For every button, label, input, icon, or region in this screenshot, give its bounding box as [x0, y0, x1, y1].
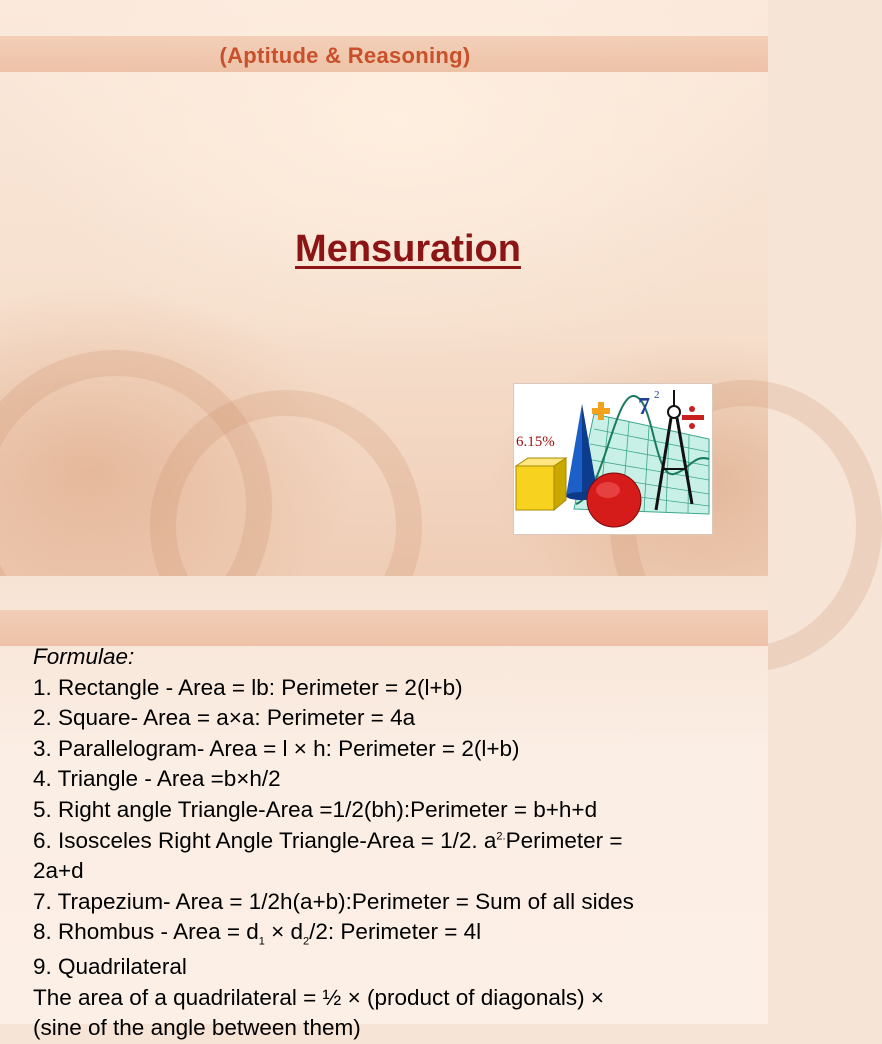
formula-line: 2. Square- Area = a×a: Perimeter = 4a	[33, 705, 416, 731]
power-exponent: 2	[654, 389, 660, 401]
math-clipart	[513, 383, 713, 535]
formulae-list	[33, 642, 753, 1044]
formula-subscript: 2	[303, 935, 310, 948]
formula-line: 5. Right angle Triangle-Area =1/2(bh):Perimeter = b+h+d	[33, 796, 598, 822]
title-slide	[0, 0, 768, 576]
formula-text: 8. Rhombus - Area = d	[33, 919, 259, 945]
formula-line	[33, 826, 753, 857]
formula-line: 2a+d	[33, 858, 84, 884]
power-label: 7	[638, 394, 650, 420]
geometry-shapes-illustration	[514, 384, 712, 534]
formula-text: × d	[264, 919, 304, 945]
formula-line: 1. Rectangle - Area = lb: Perimeter = 2(l+b)	[33, 674, 463, 700]
formula-text: Perimeter =	[505, 827, 623, 853]
percent-label: 6.15%	[516, 434, 555, 450]
formula-text: /2: Perimeter = 4l	[309, 919, 482, 945]
formula-text: 6. Isosceles Right Angle Triangle-Area = 1/2. a	[33, 827, 497, 853]
cube-icon	[516, 458, 566, 510]
formula-superscript: 2.	[496, 830, 506, 843]
formulae-slide	[0, 576, 768, 1041]
slide-subtitle: (Aptitude & Reasoning)	[219, 43, 471, 68]
formula-line: The area of a quadrilateral = ½ × (product of diagonals) ×	[33, 984, 604, 1010]
formula-subscript: 1	[258, 935, 265, 948]
sphere-icon	[587, 473, 641, 527]
slide-title: Mensuration	[295, 228, 521, 270]
formula-line: 7. Trapezium- Area = 1/2h(a+b):Perimeter = Sum of all sides	[33, 888, 634, 914]
formulae-heading: Formulae:	[33, 644, 135, 669]
formula-line	[33, 917, 753, 948]
formula-line: (sine of the angle between them)	[33, 1015, 361, 1041]
formula-line: 4. Triangle - Area =b×h/2	[33, 766, 281, 792]
header-band	[0, 610, 768, 646]
formula-line: 3. Parallelogram- Area = l × h: Perimeter = 2(l+b)	[33, 735, 520, 761]
divide-icon	[682, 406, 704, 429]
formula-line: 9. Quadrilateral	[33, 953, 187, 979]
